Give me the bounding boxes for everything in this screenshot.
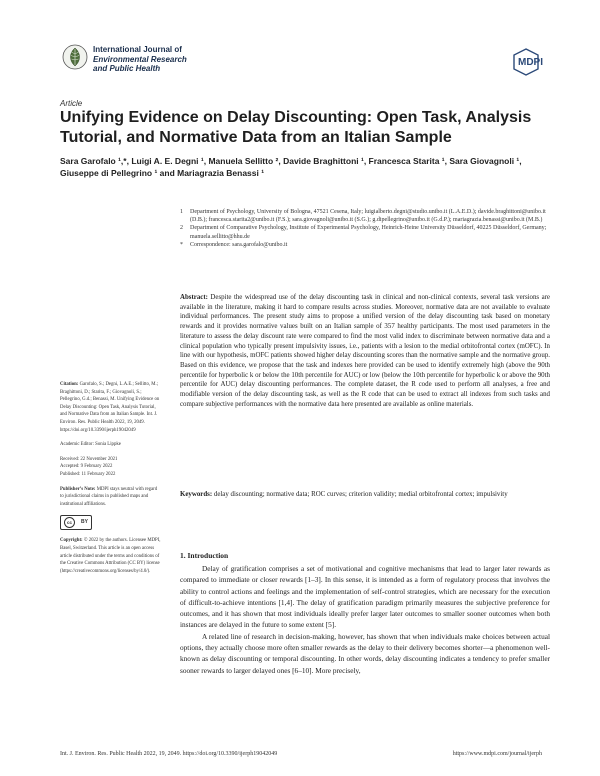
abstract (180, 293, 550, 409)
journal-name-line2: Environmental Research (93, 54, 187, 64)
citation (60, 381, 162, 434)
publisher-note-label: Publisher’s Note: (60, 486, 96, 492)
body-text (180, 563, 550, 676)
publisher-note-text: MDPI stays neutral with regard to jurisdictional claims in published maps and institutional affiliations. (60, 486, 158, 507)
journal-logo-icon (62, 44, 88, 70)
published-date: Published: 11 February 2022 (60, 471, 116, 477)
abstract-text: Despite the widespread use of the delay discounting task in clinical and non-clinical contexts, several task versions are available in the literature, making it hard to compare results across studies. Moreover, normative data are not available to evaluate individual performances. The present study aims to propose a unified version of the delay discounting task based on monetary rewards and it provides normative values built on an Italian sample of 357 healthy participants. The most used parameters in the literature to assess the delay discount rate were compared to find the most valid index to discriminate between normative data and a clinical population who typically present impulsivity issues, i.e., patients with a lesion to the medial orbitofrontal cortex (mOFC). In line with our hypothesis, mOFC patients showed higher delay discounting scores than the normative sample and the normative group. Based on this evidence, we propose that the task and indexes here provided can be used to identify extremely high (above the 90th percentile for hyperbolic k or below the 10th percentile for AUC) or low (below the 10th percentile for hyperbolic k or above the 90th percentile for AUC) delay discounting performances. The complete dataset, the R code used to perform all analyses, a free and modifiable version of the delay discounting task, as well as the R code that can be used to extract all indexes from such tasks and compare subjective performances with the normative data here presented are available as online materials. (180, 294, 550, 408)
affiliation-number: 1 (180, 209, 183, 215)
publisher-note (60, 486, 162, 509)
citation-label: Citation: (60, 382, 79, 387)
affiliation-text: Department of Psychology, University of Bologna, 47521 Cesena, Italy; luigialberto.degni@studio.unibo.it (L.A.E.D.); davide.braghittoni@unibo.it (D.B.); francesca.starita2@unibo.it (F.S.); sara.giovagnoli@unibo.it (S.G.); g.dipellegrino@unibo.it (G.d.P.); mariagrazia.benassi@unibo.it (M.B.) (190, 209, 546, 224)
author-list: Sara Garofalo ¹,*, Luigi A. E. Degni ¹, Manuela Sellitto ², Davide Braghittoni ¹, Francesca Starita ¹, Sara Giovagnoli ¹, Giuseppe di Pellegrino ¹ and Mariagrazia Benassi ¹ (60, 156, 522, 178)
affiliation-item (180, 208, 550, 224)
accepted-date: Accepted: 9 February 2022 (60, 464, 113, 470)
copyright-text: © 2022 by the authors. Licensee MDPI, Basel, Switzerland. This article is an open access article distributed under the terms and conditions of the Creative Commons Attribution (CC BY) license (https://creativecommons.org/licenses/by/4.0/). (60, 538, 161, 574)
affiliations (180, 208, 550, 249)
footer-citation: Int. J. Environ. Res. Public Health 2022, 19, 2049. https://doi.org/10.3390/ijerph19042049 (60, 751, 278, 757)
footer-journal-link[interactable]: https://www.mdpi.com/journal/ijerph (452, 751, 542, 757)
section-heading: 1. Introduction (180, 551, 229, 560)
received-date: Received: 22 November 2021 (60, 456, 118, 462)
journal-name-line1: International Journal of (93, 45, 182, 54)
paragraph: Delay of gratification comprises a set of motivational and cognitive mechanisms that lead to larger later rewards as compared to immediate or closer rewards [1–3]. In this sense, it is intended as a form of regulatory process that involves the ability to control actions and feelings and the implementation of self-control strategies, which are necessary for the execution of difficult-to-achieve intentions [1,4]. The delay of gratification paradigm primarily measures the subjective preference for outcomes, and it has shown that most individuals ideally prefer larger later outcomes to smaller sooner outcomes when both instances are delayed in the future to some extent [5]. (180, 564, 550, 630)
affiliation-number: * (180, 241, 183, 248)
cc-by-license-icon[interactable] (60, 515, 92, 530)
keywords-text: delay discounting; normative data; ROC curves; criterion validity; medial orbitofrontal cortex; impulsivity (213, 491, 508, 498)
article-sidebar (60, 381, 162, 582)
by-icon: BY (81, 519, 88, 526)
paper-title: Unifying Evidence on Delay Discounting: Open Task, Analysis Tutorial, and Normative Data from an Italian Sample (60, 109, 532, 146)
keywords (180, 490, 550, 500)
affiliation-number: 2 (180, 225, 183, 232)
correspondence-text: Correspondence: sara.garofalo@unibo.it (190, 241, 288, 248)
keywords-label: Keywords: (180, 491, 213, 498)
copyright-label: Copyright: (60, 538, 83, 544)
academic-editor: Academic Editor: Sonia Lippke (60, 442, 121, 448)
abstract-label: Abstract: (180, 294, 208, 301)
journal-name (93, 45, 187, 74)
correspondence (180, 241, 550, 249)
copyright (60, 537, 162, 575)
journal-name-line3: and Public Health (93, 64, 161, 73)
cc-icon: cc (64, 517, 75, 528)
affiliation-item (180, 224, 550, 240)
citation-text: Garofalo, S.; Degni, L.A.E.; Sellitto, M.; Braghittoni, D.; Starita, F.; Giovagnoli, S.; Pellegrino, G.d.; Benassi, M. Unifying Evidence on Delay Discounting: Open Task, Analysis Tutorial, and Normative Data from an Italian Sample. Int. J. Environ. Res. Public Health 2022, 19, 2049. https://doi.org/10.3390/ijerph19042049 (60, 382, 160, 433)
affiliation-text: Department of Comparative Psychology, Institute of Experimental Psychology, Heinrich-Heine University Düsseldorf, 40225 Düsseldorf, Germany; manuela.sellitto@hhu.de (190, 225, 547, 240)
paragraph: A related line of research in decision-making, however, has shown that when individuals make choices between actual options, they actually choose more often smaller rewards as the delay to their delivery becomes shorter—a phenomenon well-known as delay discounting or temporal discounting. In other words, delay discounting indicates a tendency to prefer smaller sooner rewards to larger delayed ones [6–10]. More precisely, (180, 631, 550, 675)
article-type: Article (60, 99, 83, 108)
publisher-name: MDPI (518, 57, 543, 68)
